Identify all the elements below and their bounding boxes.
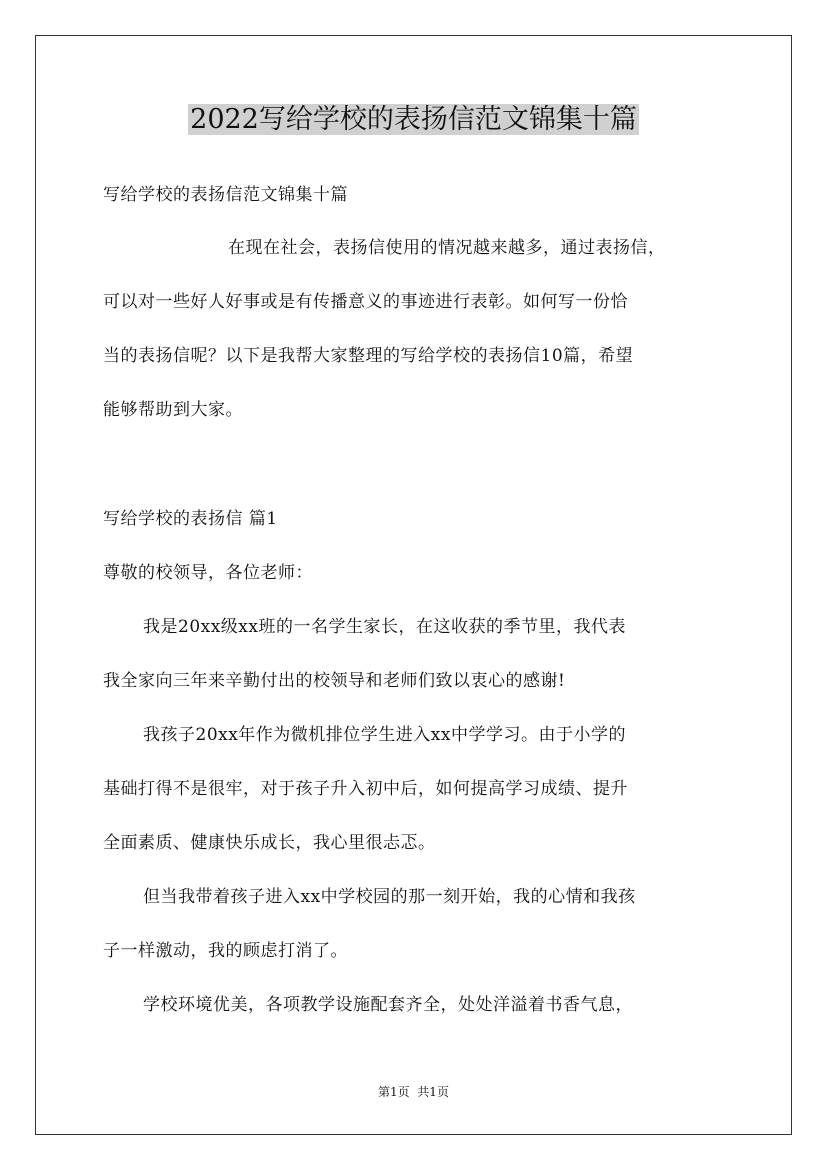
paragraph-line: 但当我带着孩子进入xx中学校园的那一刻开始，我的心情和我孩 [143,887,636,907]
salutation: 尊敬的校领导，各位老师： [103,563,313,583]
section-heading: 写给学校的表扬信 篇1 [103,509,278,529]
document-title-text: 2022写给学校的表扬信范文锦集十篇 [190,104,637,135]
paragraph-line: 基础打得不是很牢，对于孩子升入初中后，如何提高学习成绩、提升 [103,779,628,799]
paragraph-line: 能够帮助到大家。 [103,400,243,420]
paragraph-line: 可以对一些好人好事或是有传播意义的事迹进行表彰。如何写一份恰 [103,292,628,312]
paragraph-line: 在现在社会，表扬信使用的情况越来越多，通过表扬信， [228,238,666,258]
paragraph-line: 我孩子20xx年作为微机排位学生进入xx中学学习。由于小学的 [143,725,626,745]
paragraph-line: 当的表扬信呢？以下是我帮大家整理的写给学校的表扬信10篇，希望 [103,346,634,366]
subtitle-line: 写给学校的表扬信范文锦集十篇 [103,185,348,205]
paragraph-line: 我全家向三年来辛勤付出的校领导和老师们致以衷心的感谢! [103,671,566,691]
page-footer: 第1页 共1页 [378,1085,449,1099]
document-title [0,100,827,140]
paragraph-line: 学校环境优美，各项教学设施配套齐全，处处洋溢着书香气息， [143,995,633,1015]
paragraph-line: 我是20xx级xx班的一名学生家长，在这收获的季节里，我代表 [143,617,626,637]
paragraph-line: 子一样激动，我的顾虑打消了。 [103,941,348,961]
paragraph-line: 全面素质、健康快乐成长，我心里很忐忑。 [103,833,436,853]
